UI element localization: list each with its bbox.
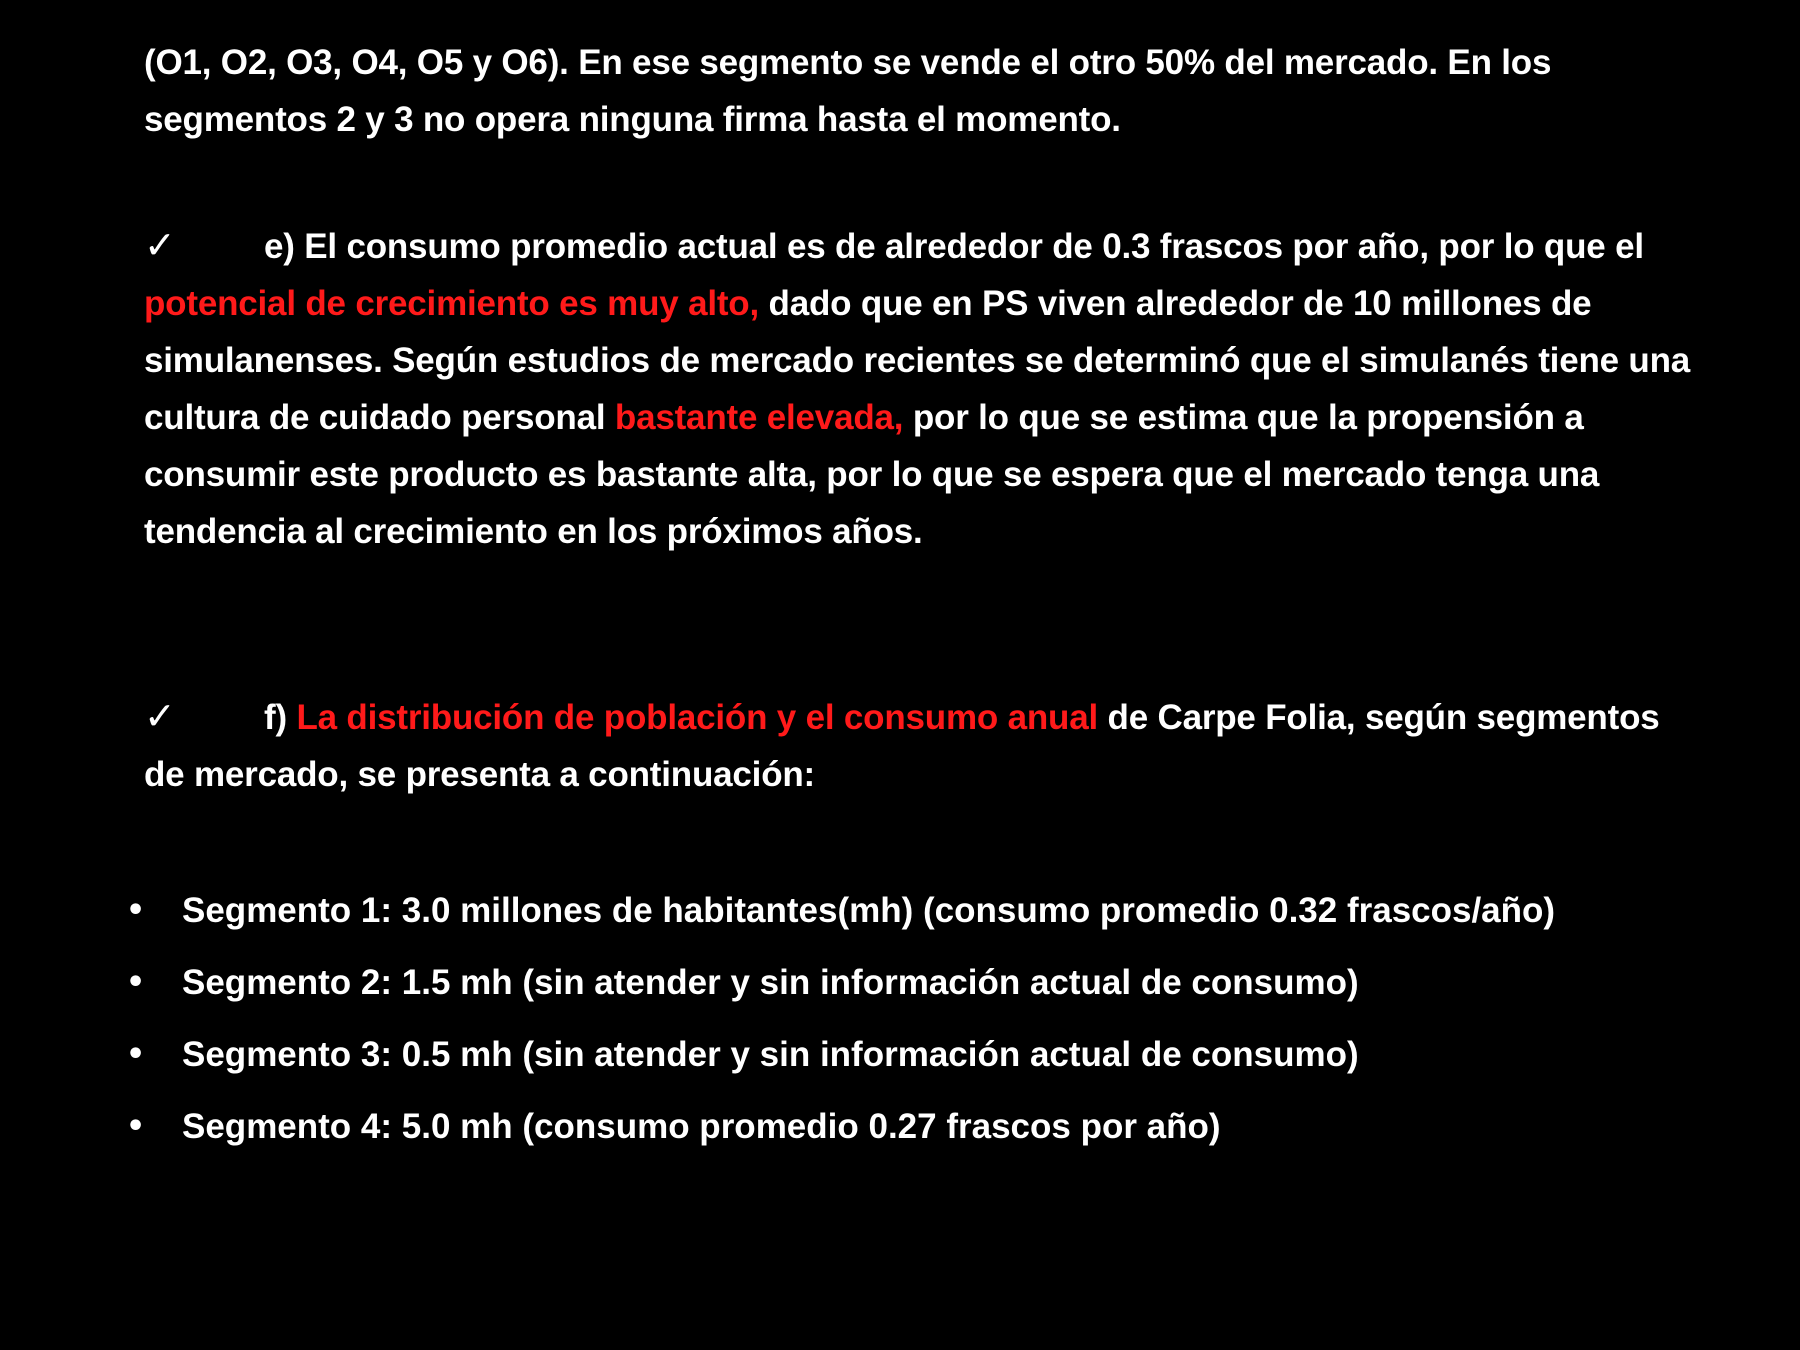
- item-e: [144, 217, 1704, 560]
- segment-text: Segmento 3: 0.5 mh (sin atender y sin información actual de consumo): [182, 1035, 1359, 1074]
- bullet-icon: •: [126, 1109, 146, 1144]
- segment-text: Segmento 1: 3.0 millones de habitantes(mh) (consumo promedio 0.32 frascos/año): [182, 891, 1556, 930]
- list-item: [122, 1101, 1682, 1153]
- item-e-highlight-2: bastante elevada,: [614, 398, 904, 437]
- bullet-icon: •: [126, 965, 146, 1000]
- item-e-text-2: dado que en PS viven alrededor de 10 millones de simulanenses. Según estudios de mercado recientes se determinó que el simulanés tiene una cultura de cuidado personal: [144, 284, 1691, 437]
- item-e-text-1: e) El consumo promedio actual es de alrededor de 0.3 frascos por año, por lo que el: [264, 227, 1644, 266]
- list-item: [122, 885, 1682, 937]
- segment-text: Segmento 4: 5.0 mh (consumo promedio 0.27 frascos por año): [182, 1107, 1221, 1146]
- item-f: [144, 688, 1704, 803]
- paragraph-top-text: (O1, O2, O3, O4, O5 y O6). En ese segmento se vende el otro 50% del mercado. En los segmentos 2 y 3 no opera ninguna firma hasta el momento.: [144, 43, 1552, 139]
- bullet-icon: •: [126, 1037, 146, 1072]
- item-e-highlight-1: potencial de crecimiento es muy alto,: [144, 284, 760, 323]
- list-item: [122, 1029, 1682, 1081]
- item-f-text-1: f): [264, 698, 297, 737]
- segment-list: [122, 885, 1682, 1173]
- check-icon: ✓: [144, 223, 176, 267]
- list-item: [122, 957, 1682, 1009]
- check-icon: ✓: [144, 694, 176, 738]
- paragraph-top: [144, 34, 1704, 148]
- item-f-highlight-1: La distribución de población y el consumo anual: [296, 698, 1098, 737]
- bullet-icon: •: [126, 893, 146, 928]
- segment-text: Segmento 2: 1.5 mh (sin atender y sin información actual de consumo): [182, 963, 1359, 1002]
- item-e-text-3: por lo que se estima que la propensión a consumir este producto es bastante alta, por lo que se espera que el mercado tenga una tendencia al crecimiento en los próximos años.: [144, 398, 1600, 551]
- item-f-text-2: de Carpe Folia, según segmentos de mercado, se presenta a continuación:: [144, 698, 1660, 794]
